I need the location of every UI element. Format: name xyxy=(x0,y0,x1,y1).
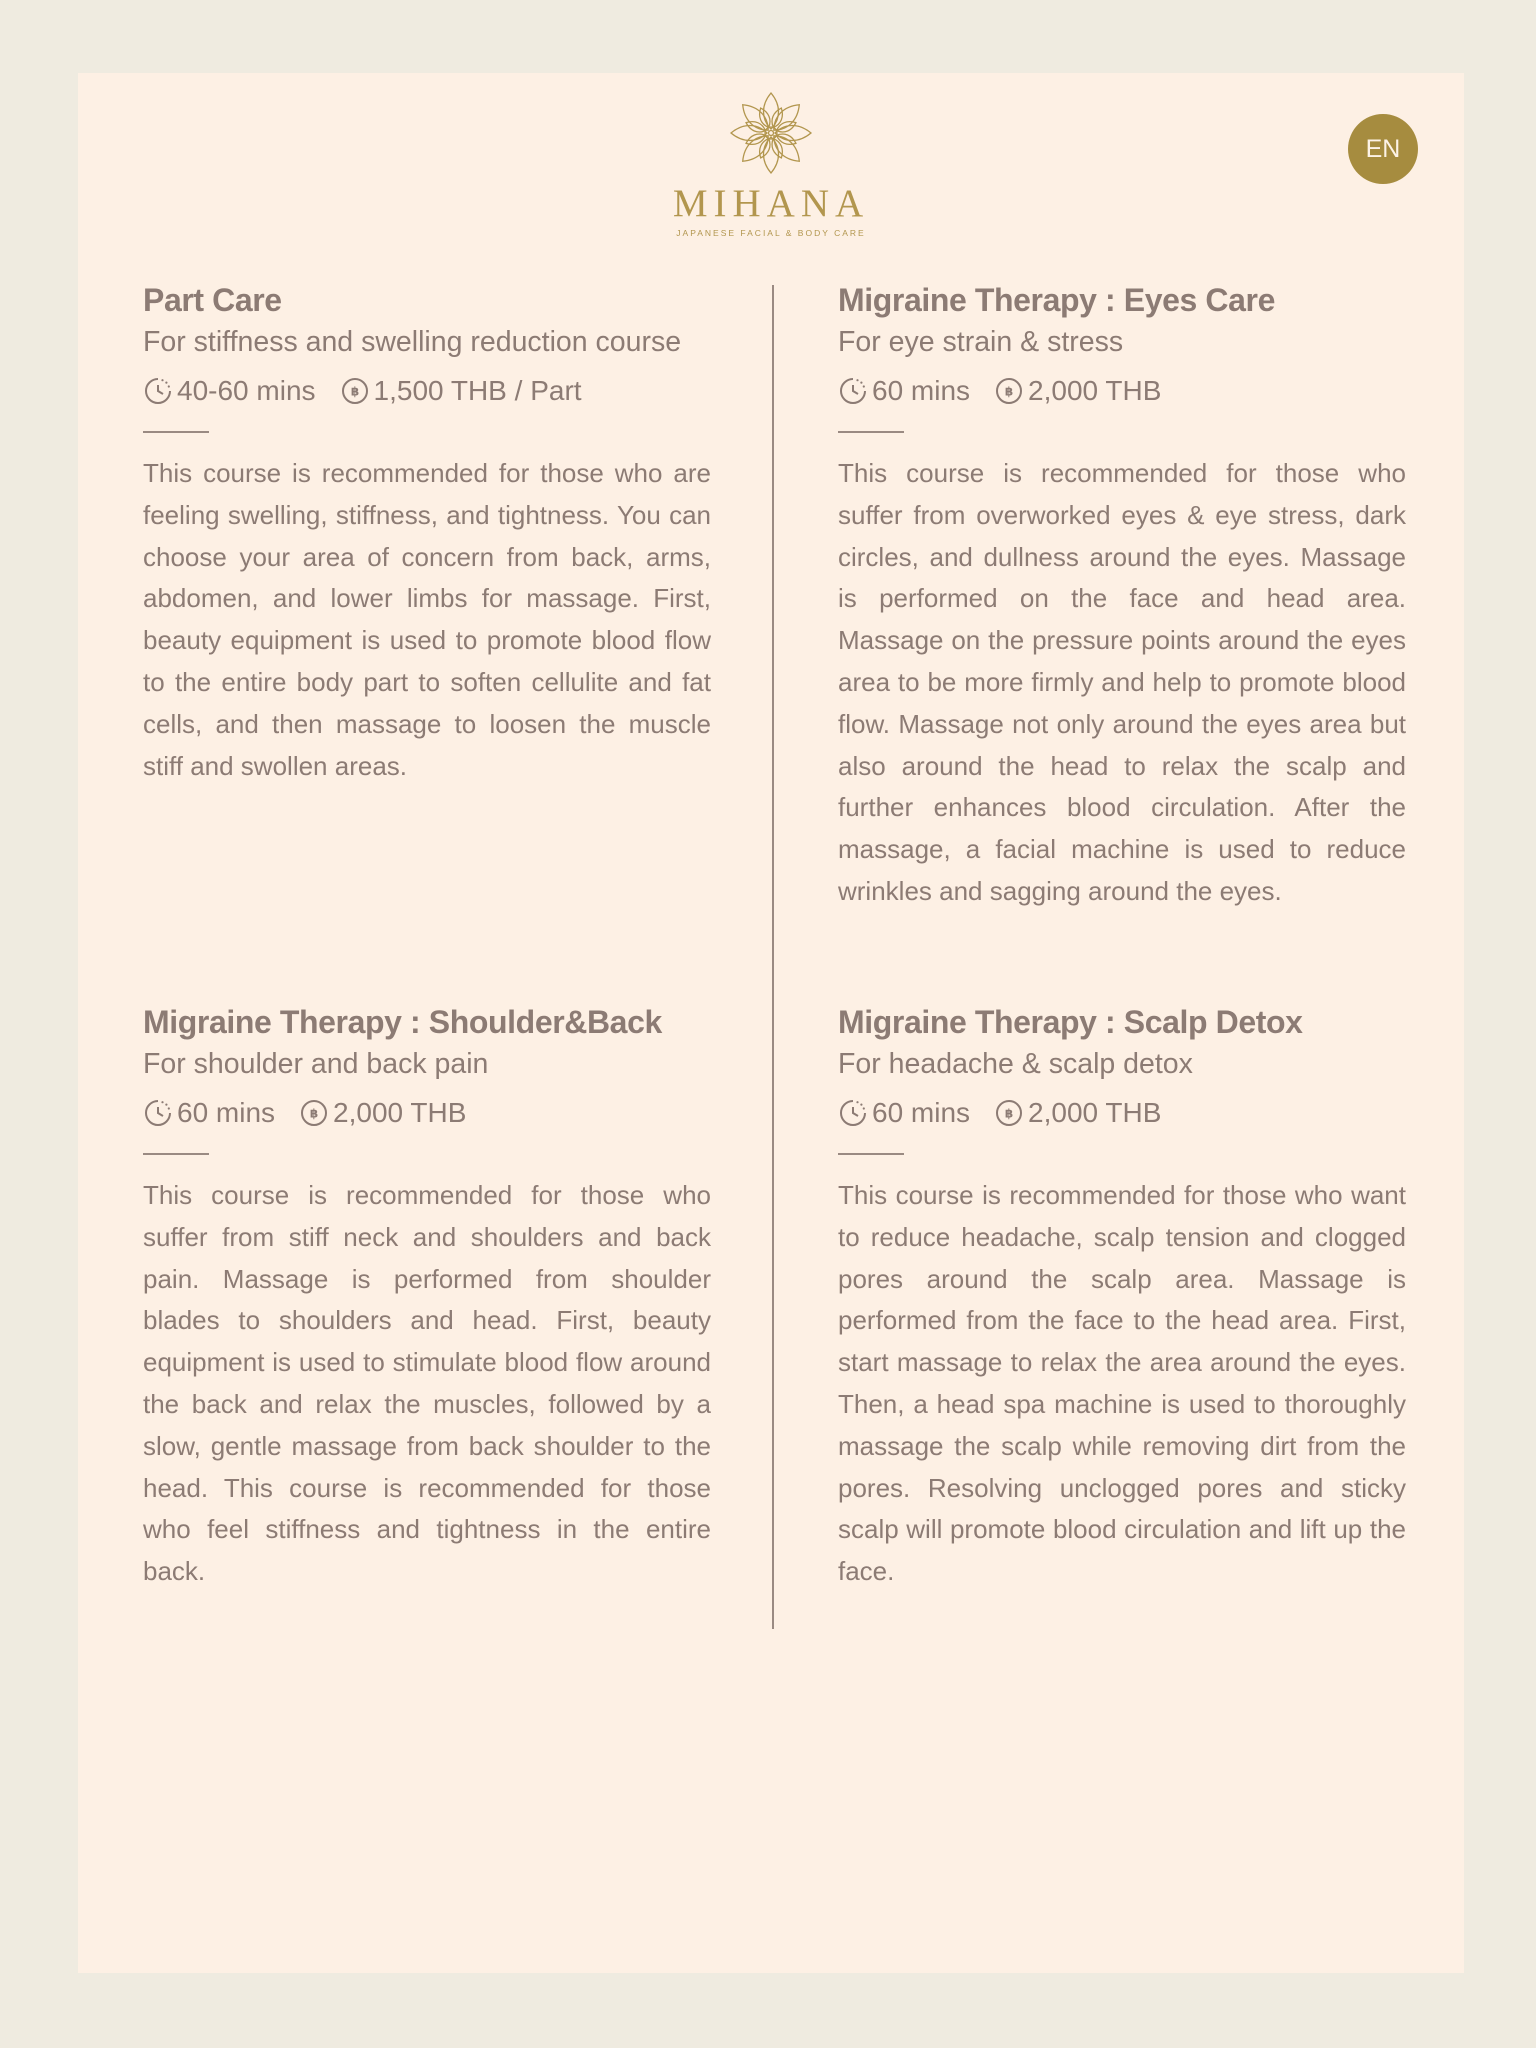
price xyxy=(340,373,582,409)
duration xyxy=(838,1095,970,1131)
price-text: 2,000 THB xyxy=(333,1097,467,1128)
service-description: This course is recommended for those who are feeling swelling, stiffness, and tightness. You can choose your area of concern from back, arms, abdomen, and lower limbs for massage. First, beauty equipment is used to promote blood flow to the entire body part to soften cellulite and fat cells, and then massage to loosen the muscle stiff and swollen areas. xyxy=(143,458,711,781)
service-card xyxy=(838,1003,1406,1593)
svg-text:฿: ฿ xyxy=(1004,1106,1014,1121)
lotus-mandala-icon xyxy=(725,87,817,179)
service-title: Part Care xyxy=(143,282,282,318)
duration xyxy=(838,373,970,409)
duration xyxy=(143,373,316,409)
service-subtitle: For headache & scalp detox xyxy=(838,1048,1193,1080)
clock-icon xyxy=(143,376,173,406)
price-text: 2,000 THB xyxy=(1028,375,1162,406)
svg-text:฿: ฿ xyxy=(1004,384,1014,399)
duration xyxy=(143,1095,275,1131)
svg-text:฿: ฿ xyxy=(309,1106,319,1121)
price-text: 2,000 THB xyxy=(1028,1097,1162,1128)
service-meta xyxy=(143,373,711,409)
duration-text: 60 mins xyxy=(872,375,971,406)
service-description: This course is recommended for those who suffer from stiff neck and shoulders and back pain. Massage is performed from shoulder blades to shoulders and head. First, beauty equipment is used to stimulate blood flow around the back and relax the muscles, followed by a slow, gentle massage from back shoulder to the head. This course is recommended for those who feel stiffness and tightness in the entire back. xyxy=(143,1180,711,1587)
clock-icon xyxy=(838,1098,868,1128)
clock-icon xyxy=(143,1098,173,1128)
service-title: Migraine Therapy : Shoulder&Back xyxy=(143,1004,662,1040)
duration-text: 60 mins xyxy=(872,1097,971,1128)
service-subtitle: For eye strain & stress xyxy=(838,326,1124,358)
column-divider xyxy=(772,285,774,1629)
service-subtitle: For stiffness and swelling reduction course xyxy=(143,326,682,358)
clock-icon xyxy=(838,376,868,406)
menu-sheet xyxy=(78,73,1464,1973)
service-subtitle: For shoulder and back pain xyxy=(143,1048,489,1080)
brand-tagline: JAPANESE FACIAL & BODY CARE xyxy=(676,228,866,238)
price xyxy=(994,1095,1161,1131)
service-card xyxy=(143,1003,711,1593)
baht-coin-icon xyxy=(994,376,1024,406)
price xyxy=(994,373,1161,409)
separator-rule xyxy=(143,1153,209,1155)
service-description: This course is recommended for those who want to reduce headache, scalp tension and clogged pores around the scalp area. Massage is performed from the face to the head area. First, start massage to relax the area around the eyes. Then, a head spa machine is used to thoroughly massage the scalp while removing dirt from the pores. Resolving unclogged pores and sticky scalp will promote blood circulation and lift up the face. xyxy=(838,1180,1406,1587)
price-text: 1,500 THB / Part xyxy=(373,375,582,406)
service-card xyxy=(143,281,711,787)
service-meta xyxy=(838,373,1406,409)
baht-coin-icon xyxy=(299,1098,329,1128)
duration-text: 60 mins xyxy=(177,1097,276,1128)
service-meta xyxy=(838,1095,1406,1131)
svg-text:฿: ฿ xyxy=(350,384,359,399)
baht-coin-icon xyxy=(340,376,370,406)
baht-coin-icon xyxy=(994,1098,1024,1128)
service-card xyxy=(838,281,1406,913)
brand-logo xyxy=(658,87,884,238)
separator-rule xyxy=(838,431,904,433)
brand-name: MIHANA xyxy=(672,182,870,225)
service-title: Migraine Therapy : Scalp Detox xyxy=(838,1004,1303,1040)
service-description: This course is recommended for those who suffer from overworked eyes & eye stress, dark circles, and dullness around the eyes. Massage is performed on the face and head area. Massage on the pressure points around the eyes area to be more firmly and help to promote blood flow. Massage not only around the eyes area but also around the head to relax the scalp and further enhances blood circulation. After the massage, a facial machine is used to reduce wrinkles and sagging around the eyes. xyxy=(838,458,1406,906)
service-title: Migraine Therapy : Eyes Care xyxy=(838,282,1275,318)
separator-rule xyxy=(838,1153,904,1155)
duration-text: 40-60 mins xyxy=(177,375,316,406)
price xyxy=(299,1095,466,1131)
service-meta xyxy=(143,1095,711,1131)
language-button[interactable]: EN xyxy=(1348,114,1418,184)
separator-rule xyxy=(143,431,209,433)
